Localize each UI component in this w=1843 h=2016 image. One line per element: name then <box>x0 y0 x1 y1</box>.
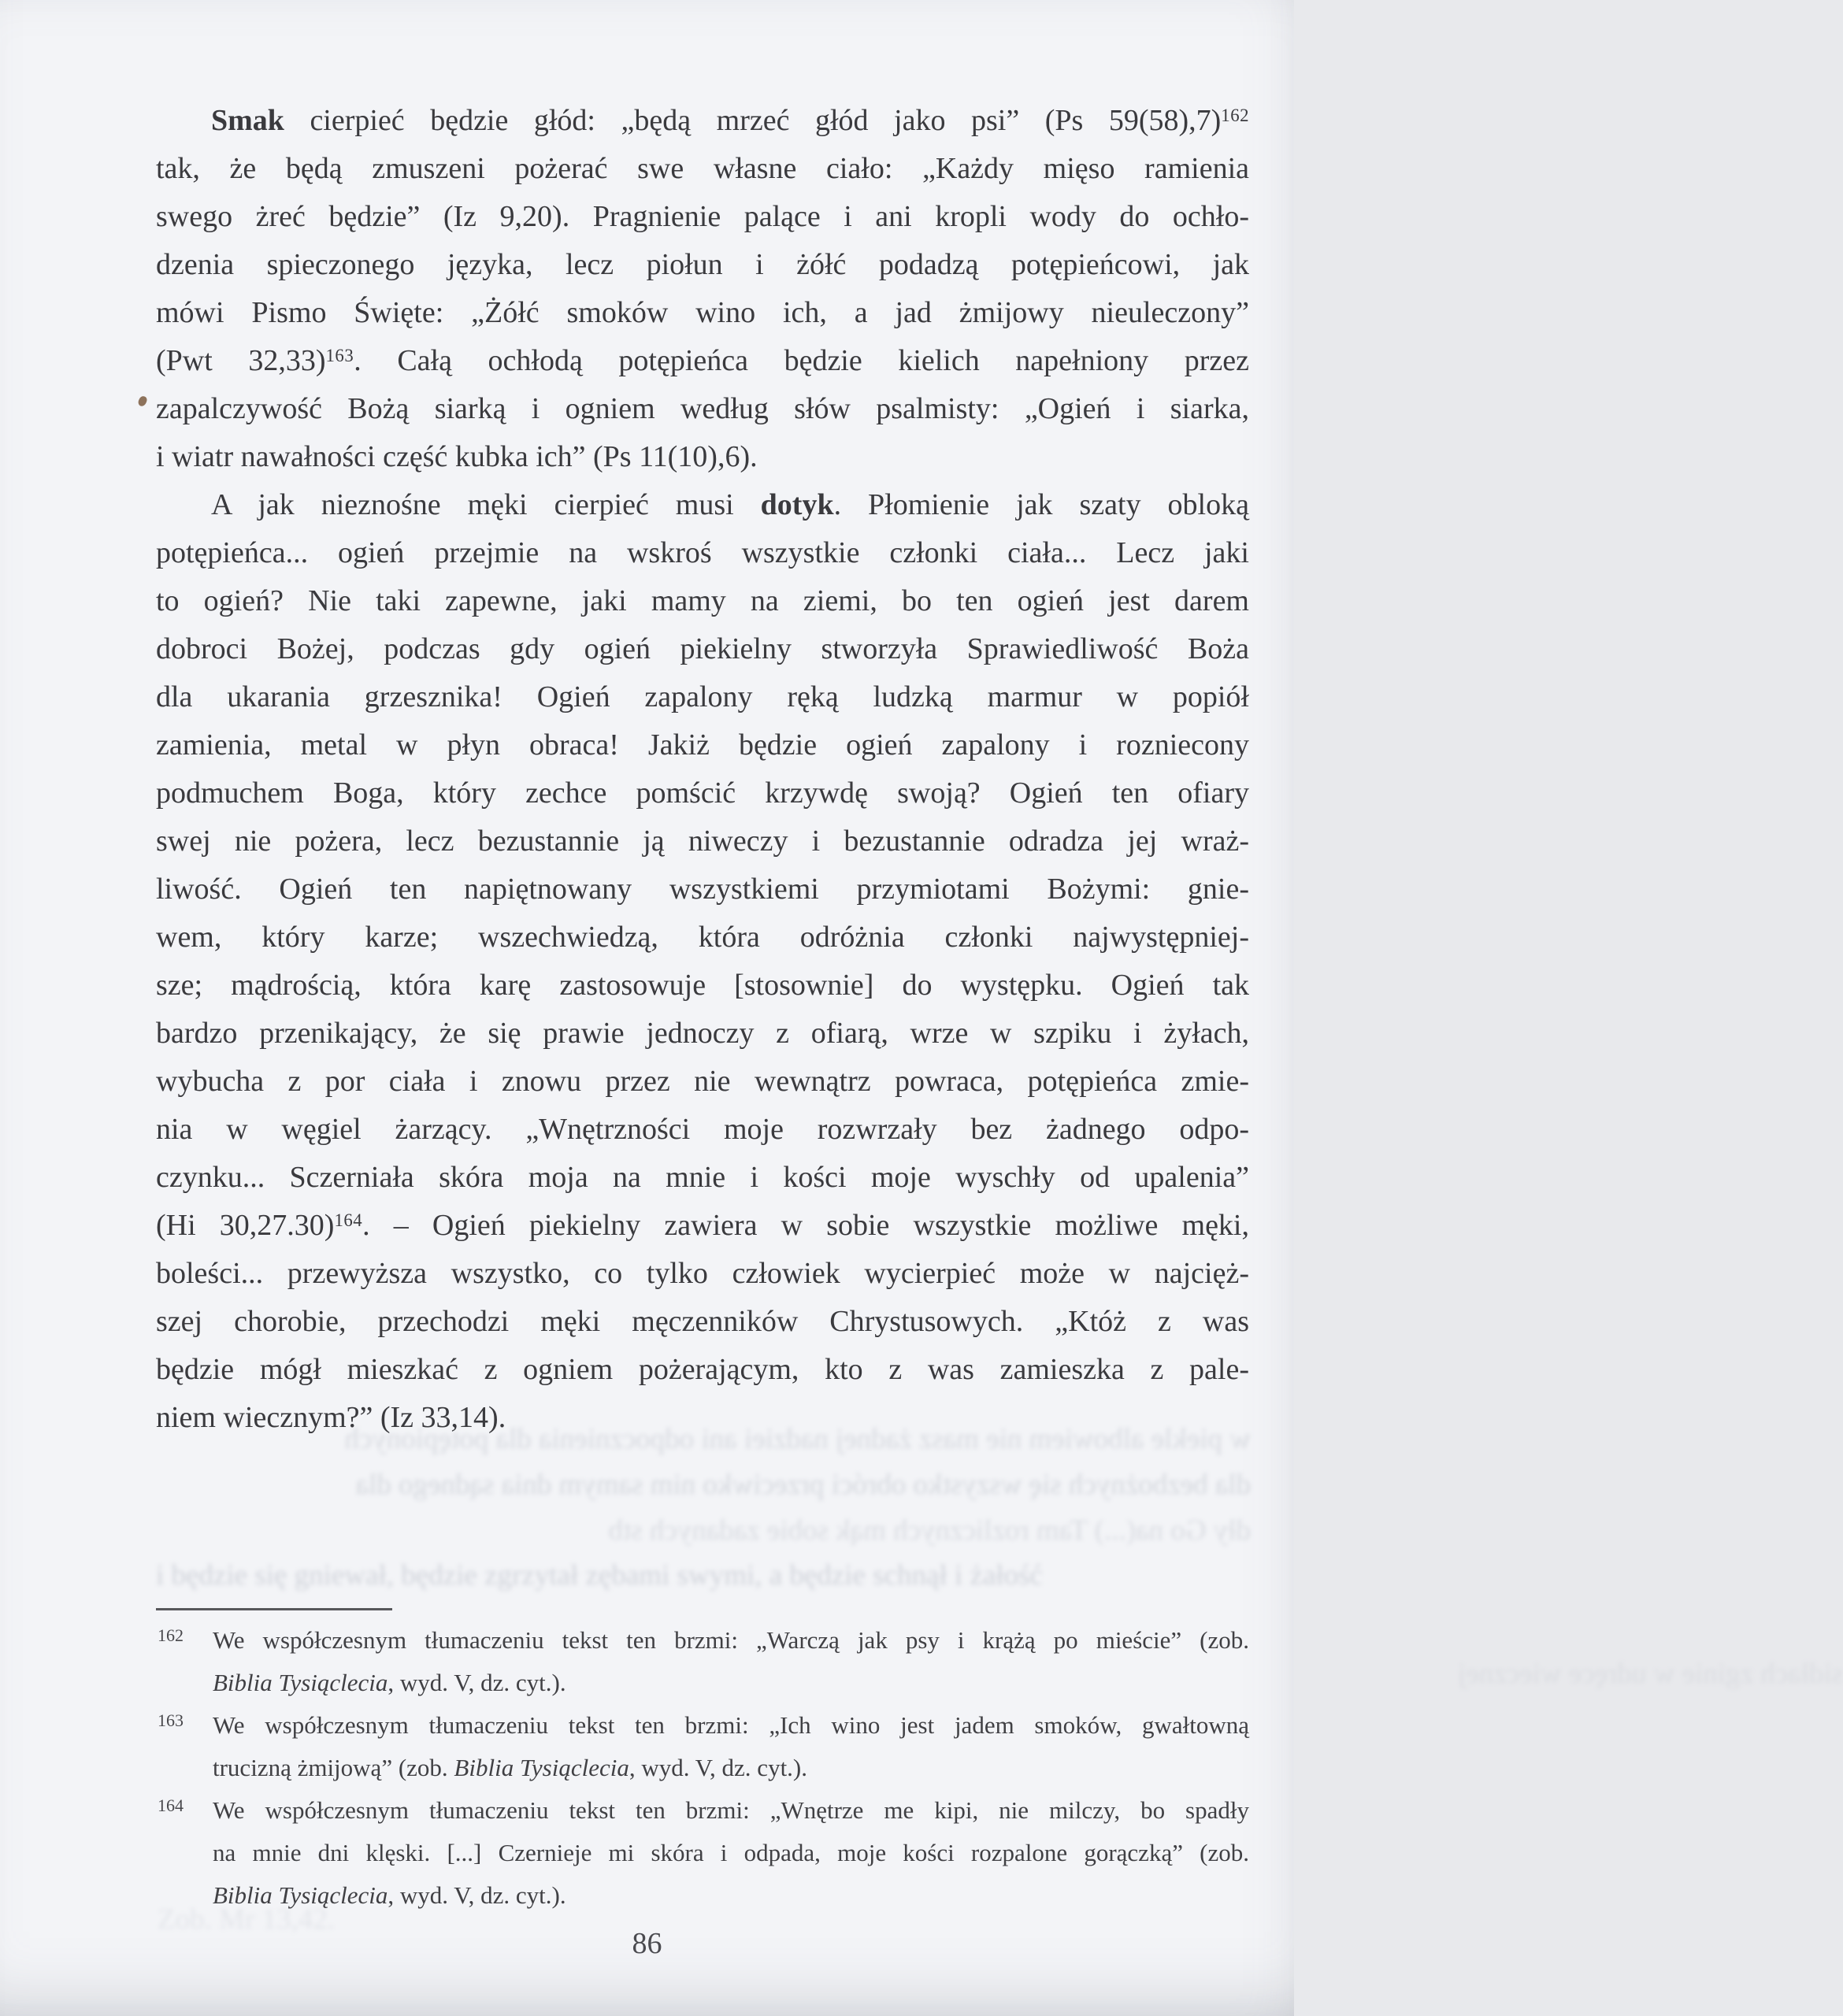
footnote-marker: 163 <box>158 1710 184 1730</box>
text-run: na mnie dni klęski. [...] Czernieje mi skóra i odpada, moje kości rozpalone gorączką” (zob. <box>213 1839 1249 1866</box>
text-line <box>156 145 1249 193</box>
text-run: nia w węgiel żarzący. „Wnętrzności moje rozwrzały bez żadnego odpo- <box>156 1113 1249 1146</box>
text-run: niem wiecznym?” (Iz 33,14). <box>156 1401 506 1434</box>
footnote-marker: 162 <box>158 1625 184 1645</box>
text-run: , wyd. V, dz. cyt.). <box>388 1881 566 1909</box>
text-run: czynku... Sczerniała skóra moja na mnie i kości moje wyschły od upalenia” <box>156 1161 1249 1194</box>
text-run: (Pwt 32,33) <box>156 344 326 377</box>
text-line <box>156 769 1249 817</box>
text-run: sze; mądrością, która karę zastosowuje [stosownie] do występku. Ogień tak <box>156 969 1249 1002</box>
text-line <box>156 97 1249 145</box>
text-line <box>156 1298 1249 1346</box>
page-number: 86 <box>632 1927 662 1960</box>
text-run: We współczesnym tłumaczeniu tekst ten brzmi: „Wnętrze me kipi, nie milczy, bo spadły <box>213 1796 1249 1824</box>
text-run: szej chorobie, przechodzi męki męczenników Chrystusowych. „Któż z was <box>156 1305 1249 1338</box>
text-line <box>213 1789 1249 1832</box>
text-run: zamienia, metal w płyn obraca! Jakiż będzie ogień zapalony i rozniecony <box>156 728 1249 762</box>
text-run: podmuchem Boga, który zechce pomścić krzywdę swoją? Ogień ten ofiary <box>156 776 1249 810</box>
text-line <box>156 193 1249 241</box>
text-run: zapalczywość Bożą siarką i ogniem według słów psalmisty: „Ogień i siarka, <box>156 392 1249 425</box>
text-run: bardzo przenikający, że się prawie jednoczy z ofiarą, wrze w szpiku i żyłach, <box>156 1017 1249 1050</box>
footnote-marker: 164 <box>158 1796 184 1815</box>
bleedthrough-line: dla bezbożnych się wszystko obróci przeciwko nim samym dnia sądnego dla <box>355 1469 1251 1501</box>
text-line <box>156 962 1249 1010</box>
footnote <box>158 1619 1249 1704</box>
text-run: wybucha z por ciała i znowu przez nie wewnątrz powraca, potępieńca zmie- <box>156 1065 1249 1098</box>
text-line <box>156 337 1249 385</box>
text-run: potępieńca... ogień przejmie na wskroś wszystkie członki ciała... Lecz jaki <box>156 536 1249 569</box>
text-run: . Całą ochłodą potępieńca będzie kielich napełniony przez <box>354 344 1249 377</box>
text-line <box>156 241 1249 289</box>
text-run: dla ukarania grzesznika! Ogień zapalony ręką ludzką marmur w popiół <box>156 680 1249 713</box>
text-run: cierpieć będzie głód: „będą mrzeć głód jako psi” (Ps 59(58),7) <box>284 104 1222 137</box>
text-run: . Płomienie jak szaty obloką <box>833 488 1249 521</box>
text-line <box>156 1106 1249 1154</box>
text-run: liwość. Ogień ten napiętnowany wszystkiemi przymiotami Bożymi: gnie- <box>156 873 1249 906</box>
text-line <box>156 577 1249 625</box>
text-line <box>156 385 1249 433</box>
text-run: mówi Pismo Święte: „Żółć smoków wino ich, a jad żmijowy nieuleczony” <box>156 296 1249 329</box>
italic-text-run: Biblia Tysiąclecia <box>213 1881 388 1909</box>
text-line <box>156 529 1249 577</box>
text-run: dobroci Bożej, podczas gdy ogień piekielny stworzyła Sprawiedliwość Boża <box>156 632 1249 665</box>
text-run: swej nie pożera, lecz bezustannie ją niweczy i bezustannie odradza jej wraż- <box>156 825 1249 858</box>
text-line <box>156 817 1249 865</box>
paragraph <box>156 481 1249 1442</box>
paragraph <box>156 97 1249 481</box>
text-line <box>213 1832 1249 1874</box>
text-line <box>156 1010 1249 1058</box>
italic-text-run: Biblia Tysiąclecia <box>454 1754 629 1781</box>
text-run: boleści... przewyższa wszystko, co tylko człowiek wycierpieć może w najcięż- <box>156 1257 1249 1290</box>
text-run: to ogień? Nie taki zapewne, jaki mamy na ziemi, bo ten ogień jest darem <box>156 584 1249 617</box>
text-line <box>213 1704 1249 1747</box>
text-run: i wiatr nawałności część kubka ich” (Ps 11(10),6). <box>156 440 758 473</box>
text-line <box>156 289 1249 337</box>
text-run: swego żreć będzie” (Iz 9,20). Pragnienie palące i ani kropli wody do ochło- <box>156 200 1249 233</box>
body-text-block <box>156 97 1249 1442</box>
footnote <box>158 1704 1249 1789</box>
bleedthrough-line: i będzie się gniewał, będzie zgrzytał zębami swymi, a będzie schnął i żałość <box>156 1559 1043 1592</box>
text-run: We współczesnym tłumaczeniu tekst ten brzmi: „Ich wino jest jadem smoków, gwałtowną <box>213 1711 1249 1739</box>
text-line <box>213 1619 1249 1662</box>
bleedthrough-line: dły Go na(...) Tam rozlicznych mąk sobie zadanych stb <box>608 1514 1251 1547</box>
text-line <box>213 1662 1249 1704</box>
text-line <box>213 1747 1249 1789</box>
footnote-separator-rule <box>156 1608 392 1610</box>
text-run: będzie mógł mieszkać z ogniem pożerającym, kto z was zamieszka z pale- <box>156 1353 1249 1386</box>
bold-text-run: Smak <box>211 104 284 137</box>
text-line <box>156 1394 1249 1442</box>
text-line <box>156 625 1249 673</box>
text-run: , wyd. V, dz. cyt.). <box>388 1669 566 1696</box>
bleedthrough-line: w piekle albowiem nie masz żadnej nadziei ani odpocznienia dla potępionych <box>344 1423 1251 1455</box>
text-line <box>156 914 1249 962</box>
ink-speck <box>137 395 148 407</box>
text-line <box>156 721 1249 769</box>
text-run: trucizną żmijową” (zob. <box>213 1754 454 1781</box>
text-run: A jak nieznośne męki cierpieć musi <box>211 488 761 521</box>
bleedthrough-line: sidłach zginie w udręce wiecznej <box>1458 1658 1843 1690</box>
text-line <box>156 1058 1249 1106</box>
bleedthrough-line: Zob. Mr 13,42. <box>158 1903 336 1936</box>
text-line <box>156 865 1249 914</box>
footnote-reference: 164 <box>334 1210 363 1231</box>
text-run: wem, który karze; wszechwiedzą, która odróżnia członki najwystępniej- <box>156 921 1249 954</box>
text-run: dzenia spieczonego języka, lecz piołun i żółć podadzą potępieńcowi, jak <box>156 248 1249 281</box>
footnote <box>158 1789 1249 1917</box>
text-line <box>156 481 1249 529</box>
text-line <box>156 433 1249 481</box>
text-line <box>156 1346 1249 1394</box>
text-run: , wyd. V, dz. cyt.). <box>629 1754 808 1781</box>
text-line <box>156 1202 1249 1250</box>
text-line <box>156 1250 1249 1298</box>
text-run: (Hi 30,27.30) <box>156 1209 335 1242</box>
footnotes-section <box>158 1619 1249 1917</box>
footnote-reference: 162 <box>1221 106 1249 126</box>
bold-text-run: dotyk <box>760 488 834 521</box>
text-line <box>156 673 1249 721</box>
text-run: . – Ogień piekielny zawiera w sobie wszystkie możliwe męki, <box>362 1209 1249 1242</box>
text-line <box>213 1874 1249 1917</box>
italic-text-run: Biblia Tysiąclecia <box>213 1669 388 1696</box>
text-line <box>156 1154 1249 1202</box>
text-run: tak, że będą zmuszeni pożerać swe własne ciało: „Każdy mięso ramienia <box>156 152 1249 185</box>
footnote-reference: 163 <box>325 346 354 366</box>
text-run: We współczesnym tłumaczeniu tekst ten brzmi: „Warczą jak psy i krążą po mieście” (zob. <box>213 1626 1249 1654</box>
